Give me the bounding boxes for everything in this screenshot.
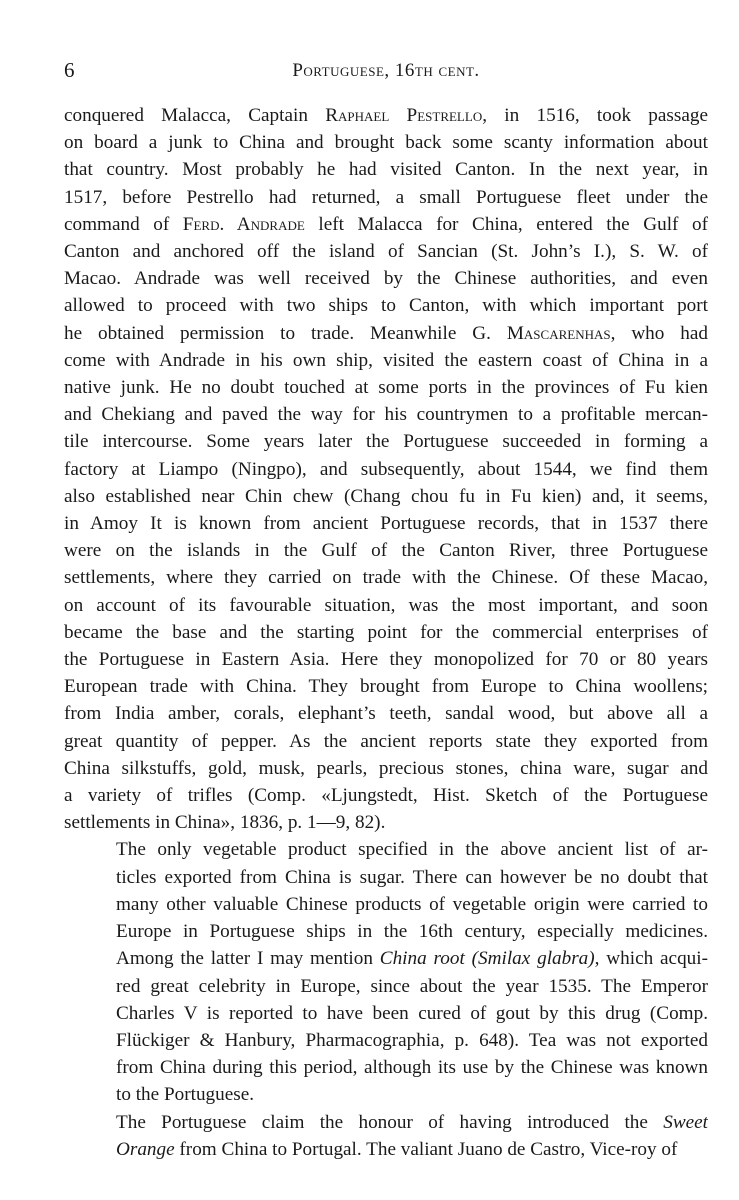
text-line: and Chekiang and paved the way for his countrymen to a profitable mercan- — [64, 404, 708, 426]
text-line: Charles V is reported to have been cured of gout by this drug (Comp. — [116, 1002, 708, 1024]
text-line: in Amoy It is known from ancient Portuguese records, that in 1537 there — [64, 513, 708, 535]
text-line: Orange from China to Portugal. The valiant Juano de Castro, Vice-roy of — [116, 1138, 678, 1160]
text-line: native junk. He no doubt touched at some ports in the provinces of Fu kien — [64, 377, 708, 399]
page-header — [64, 58, 708, 88]
paragraph-3 — [64, 1109, 708, 1163]
text-line: Europe in Portuguese ships in the 16th century, especially medicines. — [116, 921, 708, 943]
text-line: were on the islands in the Gulf of the Canton River, three Portuguese — [64, 540, 708, 562]
text-line: European trade with China. They brought from Europe to China woollens; — [64, 676, 708, 698]
text-line: from India amber, corals, elephant’s teeth, sandal wood, but above all a — [64, 703, 708, 725]
running-title: Portuguese, 16th cent. — [292, 60, 480, 81]
body-text — [64, 102, 708, 1163]
text-line: The Portuguese claim the honour of having introduced the Sweet — [116, 1111, 708, 1133]
text-line: he obtained permission to trade. Meanwhile G. Mascarenhas, who had — [64, 322, 708, 344]
text-line: also established near Chin chew (Chang chou fu in Fu kien) and, it seems, — [64, 485, 708, 507]
text-line: became the base and the starting point for the commercial enterprises of — [64, 621, 708, 643]
text-line: conquered Malacca, Captain Raphael Pestrello, in 1516, took passage — [64, 105, 708, 126]
text-line: factory at Liampo (Ningpo), and subsequently, about 1544, we find them — [64, 458, 708, 480]
text-line: the Portuguese in Eastern Asia. Here they monopolized for 70 or 80 years — [64, 649, 708, 671]
text-line: settlements, where they carried on trade with the Chinese. Of these Macao, — [64, 567, 708, 589]
paragraph-1 — [64, 102, 708, 836]
text-line: Among the latter I may mention China root (Smilax glabra), which acqui- — [116, 948, 708, 970]
text-line: on board a junk to China and brought back some scanty information about — [64, 132, 708, 154]
text-line: from China during this period, although its use by the Chinese was known — [116, 1057, 708, 1079]
text-line: tile intercourse. Some years later the Portuguese succeeded in forming a — [64, 431, 708, 453]
text-line: allowed to proceed with two ships to Canton, with which important port — [64, 295, 708, 317]
text-line: Canton and anchored off the island of Sancian (St. John’s I.), S. W. of — [64, 241, 708, 263]
text-line: come with Andrade in his own ship, visited the eastern coast of China in a — [64, 349, 708, 371]
page-number: 6 — [64, 58, 75, 82]
text-line: red great celebrity in Europe, since about the year 1535. The Emperor — [116, 975, 708, 997]
paragraph-2 — [64, 836, 708, 1108]
text-line: The only vegetable product specified in the above ancient list of ar- — [116, 839, 708, 861]
text-line: 1517, before Pestrello had returned, a small Portuguese fleet under the — [64, 186, 708, 208]
text-line: great quantity of pepper. As the ancient reports state they exported from — [64, 730, 708, 752]
text-line: Flückiger & Hanbury, Pharmacographia, p. 648). Tea was not exported — [116, 1029, 708, 1051]
text-line: that country. Most probably he had visited Canton. In the next year, in — [64, 159, 708, 181]
text-line: settlements in China», 1836, p. 1—9, 82). — [64, 812, 386, 834]
text-line: a variety of trifles (Comp. «Ljungstedt, Hist. Sketch of the Portuguese — [64, 785, 708, 807]
text-line: on account of its favourable situation, was the most important, and soon — [64, 594, 708, 616]
text-line: command of Ferd. Andrade left Malacca for China, entered the Gulf of — [64, 213, 708, 235]
text-line: many other valuable Chinese products of vegetable origin were carried to — [116, 893, 708, 915]
text-line: to the Portuguese. — [116, 1084, 255, 1106]
text-line: Macao. Andrade was well received by the Chinese authorities, and even — [64, 268, 708, 290]
text-line: China silkstuffs, gold, musk, pearls, precious stones, china ware, sugar and — [64, 757, 708, 779]
text-line: ticles exported from China is sugar. There can however be no doubt that — [116, 866, 708, 888]
